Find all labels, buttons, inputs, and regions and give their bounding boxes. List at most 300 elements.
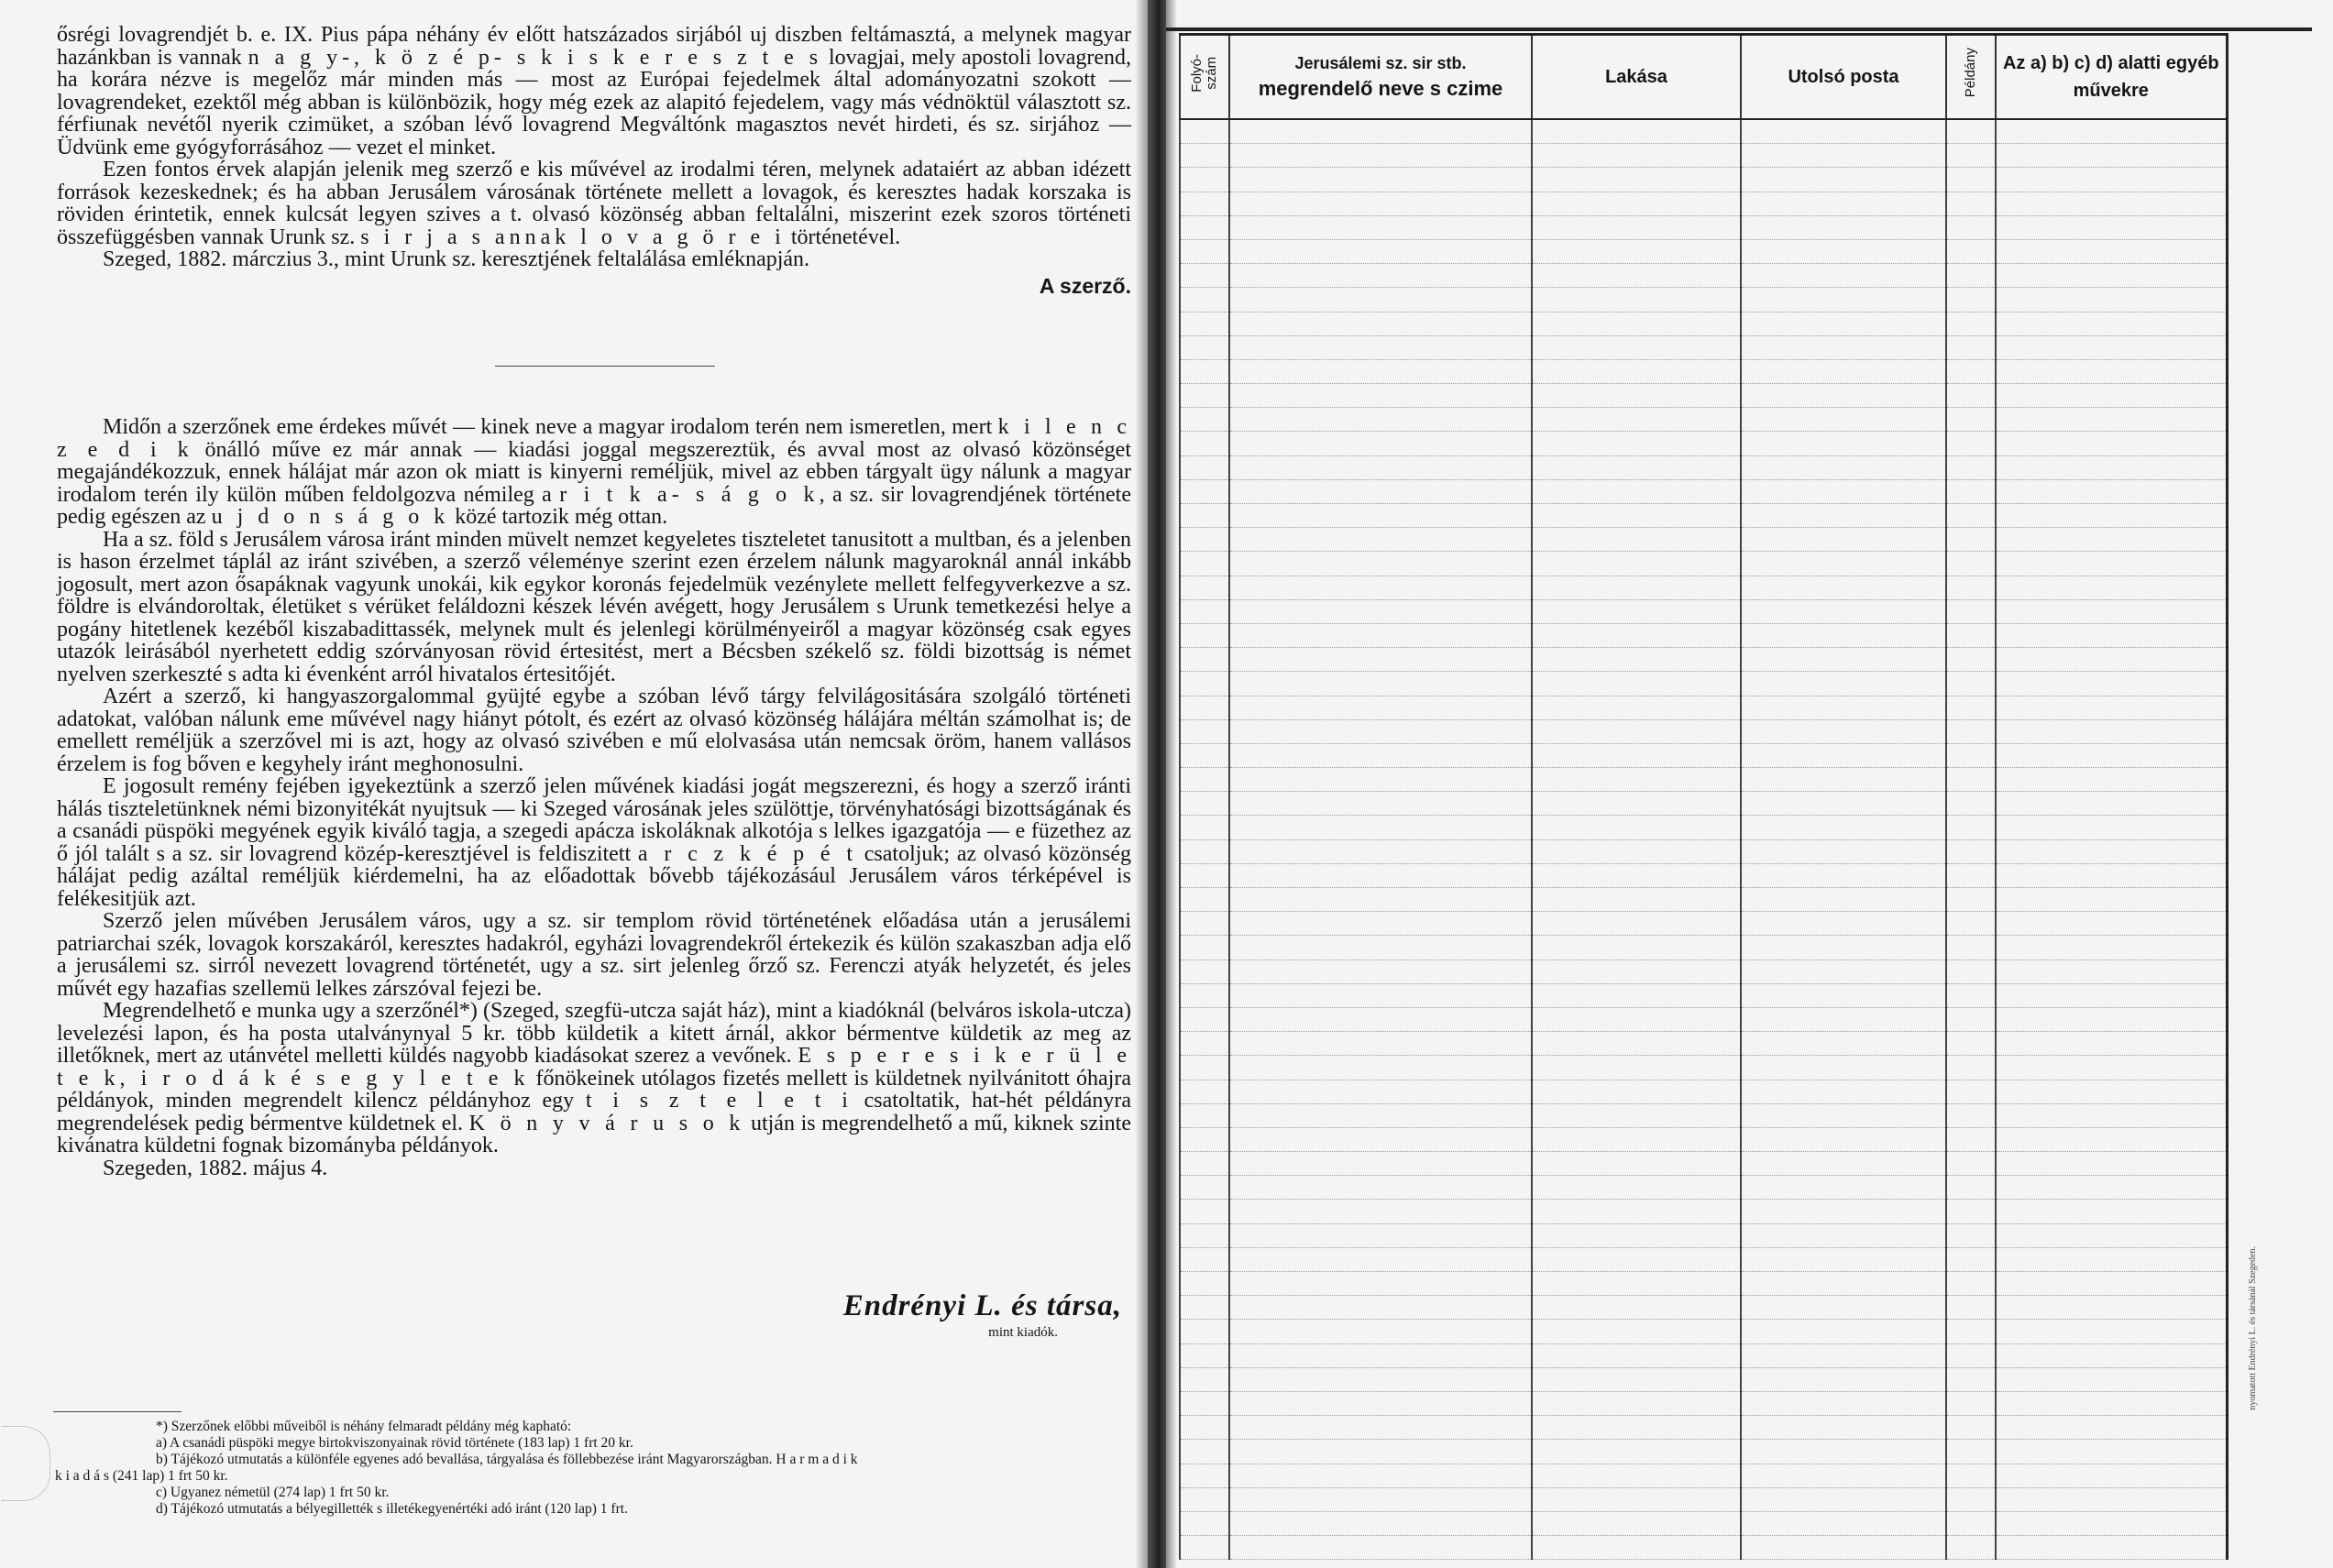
form-cell[interactable] bbox=[1741, 1080, 1946, 1103]
form-cell[interactable] bbox=[1180, 1391, 1229, 1415]
form-cell[interactable] bbox=[1946, 768, 1996, 792]
form-cell[interactable] bbox=[1229, 1056, 1532, 1080]
form-cell[interactable] bbox=[1996, 1200, 2227, 1223]
form-cell[interactable] bbox=[1180, 455, 1229, 479]
form-cell[interactable] bbox=[1741, 1487, 1946, 1511]
form-cell[interactable] bbox=[1180, 623, 1229, 647]
form-cell[interactable] bbox=[1741, 479, 1946, 503]
form-cell[interactable] bbox=[1741, 719, 1946, 743]
form-cell[interactable] bbox=[1180, 1440, 1229, 1464]
form-cell[interactable] bbox=[1996, 983, 2227, 1007]
form-cell[interactable] bbox=[1741, 1200, 1946, 1223]
form-cell[interactable] bbox=[1741, 743, 1946, 767]
form-cell[interactable] bbox=[1946, 144, 1996, 168]
form-cell[interactable] bbox=[1180, 1032, 1229, 1056]
form-cell[interactable] bbox=[1946, 1152, 1996, 1176]
form-cell[interactable] bbox=[1946, 432, 1996, 455]
form-cell[interactable] bbox=[1946, 1367, 1996, 1391]
form-cell[interactable] bbox=[1229, 1200, 1532, 1223]
form-cell[interactable] bbox=[1946, 192, 1996, 215]
form-cell[interactable] bbox=[1180, 863, 1229, 887]
form-cell[interactable] bbox=[1996, 1464, 2227, 1487]
form-cell[interactable] bbox=[1741, 504, 1946, 528]
form-cell[interactable] bbox=[1996, 599, 2227, 623]
form-cell[interactable] bbox=[1996, 623, 2227, 647]
form-cell[interactable] bbox=[1229, 239, 1532, 263]
form-cell[interactable] bbox=[1946, 1247, 1996, 1271]
form-cell[interactable] bbox=[1946, 1440, 1996, 1464]
form-cell[interactable] bbox=[1996, 1127, 2227, 1151]
form-cell[interactable] bbox=[1180, 144, 1229, 168]
form-cell[interactable] bbox=[1180, 888, 1229, 912]
form-cell[interactable] bbox=[1180, 552, 1229, 576]
form-cell[interactable] bbox=[1741, 1127, 1946, 1151]
form-cell[interactable] bbox=[1741, 983, 1946, 1007]
form-cell[interactable] bbox=[1229, 1367, 1532, 1391]
form-cell[interactable] bbox=[1741, 1223, 1946, 1247]
form-cell[interactable] bbox=[1996, 1416, 2227, 1440]
form-cell[interactable] bbox=[1180, 1007, 1229, 1031]
form-cell[interactable] bbox=[1946, 863, 1996, 887]
form-cell[interactable] bbox=[1229, 1536, 1532, 1560]
form-cell[interactable] bbox=[1946, 672, 1996, 696]
form-cell[interactable] bbox=[1532, 1007, 1741, 1031]
form-cell[interactable] bbox=[1996, 768, 2227, 792]
form-cell[interactable] bbox=[1946, 1296, 1996, 1320]
form-cell[interactable] bbox=[1741, 672, 1946, 696]
form-cell[interactable] bbox=[1946, 576, 1996, 599]
form-cell[interactable] bbox=[1996, 168, 2227, 192]
form-cell[interactable] bbox=[1180, 384, 1229, 408]
form-cell[interactable] bbox=[1532, 552, 1741, 576]
form-cell[interactable] bbox=[1741, 576, 1946, 599]
form-cell[interactable] bbox=[1180, 1056, 1229, 1080]
form-cell[interactable] bbox=[1180, 1223, 1229, 1247]
form-cell[interactable] bbox=[1532, 479, 1741, 503]
form-cell[interactable] bbox=[1532, 1247, 1741, 1271]
form-cell[interactable] bbox=[1229, 599, 1532, 623]
form-cell[interactable] bbox=[1741, 1103, 1946, 1127]
form-cell[interactable] bbox=[1180, 1103, 1229, 1127]
form-cell[interactable] bbox=[1229, 983, 1532, 1007]
form-cell[interactable] bbox=[1946, 1103, 1996, 1127]
form-cell[interactable] bbox=[1996, 215, 2227, 239]
form-cell[interactable] bbox=[1741, 792, 1946, 816]
form-cell[interactable] bbox=[1180, 1176, 1229, 1200]
form-cell[interactable] bbox=[1180, 1152, 1229, 1176]
form-cell[interactable] bbox=[1180, 335, 1229, 359]
form-cell[interactable] bbox=[1532, 1536, 1741, 1560]
form-cell[interactable] bbox=[1532, 768, 1741, 792]
form-cell[interactable] bbox=[1946, 623, 1996, 647]
form-cell[interactable] bbox=[1741, 359, 1946, 383]
form-cell[interactable] bbox=[1996, 1511, 2227, 1535]
form-cell[interactable] bbox=[1532, 1056, 1741, 1080]
form-cell[interactable] bbox=[1741, 1511, 1946, 1535]
form-cell[interactable] bbox=[1996, 1223, 2227, 1247]
form-cell[interactable] bbox=[1946, 816, 1996, 839]
form-cell[interactable] bbox=[1741, 839, 1946, 863]
form-cell[interactable] bbox=[1229, 816, 1532, 839]
form-cell[interactable] bbox=[1946, 936, 1996, 959]
form-cell[interactable] bbox=[1996, 1296, 2227, 1320]
form-cell[interactable] bbox=[1741, 1272, 1946, 1296]
form-cell[interactable] bbox=[1946, 959, 1996, 983]
form-cell[interactable] bbox=[1741, 1007, 1946, 1031]
form-cell[interactable] bbox=[1996, 816, 2227, 839]
form-cell[interactable] bbox=[1229, 1416, 1532, 1440]
form-cell[interactable] bbox=[1996, 672, 2227, 696]
form-cell[interactable] bbox=[1946, 288, 1996, 312]
form-cell[interactable] bbox=[1532, 1464, 1741, 1487]
form-cell[interactable] bbox=[1532, 743, 1741, 767]
form-cell[interactable] bbox=[1741, 144, 1946, 168]
form-cell[interactable] bbox=[1532, 408, 1741, 432]
form-cell[interactable] bbox=[1741, 1464, 1946, 1487]
form-cell[interactable] bbox=[1741, 1536, 1946, 1560]
form-cell[interactable] bbox=[1996, 1343, 2227, 1367]
form-cell[interactable] bbox=[1741, 648, 1946, 672]
form-cell[interactable] bbox=[1229, 144, 1532, 168]
form-cell[interactable] bbox=[1229, 743, 1532, 767]
form-cell[interactable] bbox=[1946, 1272, 1996, 1296]
form-cell[interactable] bbox=[1996, 1367, 2227, 1391]
form-cell[interactable] bbox=[1180, 239, 1229, 263]
form-cell[interactable] bbox=[1996, 743, 2227, 767]
form-cell[interactable] bbox=[1229, 455, 1532, 479]
form-cell[interactable] bbox=[1229, 1223, 1532, 1247]
form-cell[interactable] bbox=[1741, 959, 1946, 983]
form-cell[interactable] bbox=[1532, 432, 1741, 455]
form-cell[interactable] bbox=[1180, 1487, 1229, 1511]
form-cell[interactable] bbox=[1946, 455, 1996, 479]
form-cell[interactable] bbox=[1229, 792, 1532, 816]
form-cell[interactable] bbox=[1229, 912, 1532, 936]
form-cell[interactable] bbox=[1741, 192, 1946, 215]
form-cell[interactable] bbox=[1180, 672, 1229, 696]
form-cell[interactable] bbox=[1532, 1487, 1741, 1511]
form-cell[interactable] bbox=[1946, 1320, 1996, 1343]
form-cell[interactable] bbox=[1946, 1391, 1996, 1415]
form-cell[interactable] bbox=[1996, 239, 2227, 263]
form-cell[interactable] bbox=[1741, 936, 1946, 959]
form-cell[interactable] bbox=[1180, 912, 1229, 936]
form-cell[interactable] bbox=[1180, 792, 1229, 816]
form-cell[interactable] bbox=[1996, 1487, 2227, 1511]
form-cell[interactable] bbox=[1996, 912, 2227, 936]
form-cell[interactable] bbox=[1946, 264, 1996, 288]
form-cell[interactable] bbox=[1996, 1440, 2227, 1464]
form-cell[interactable] bbox=[1946, 696, 1996, 719]
form-cell[interactable] bbox=[1946, 504, 1996, 528]
form-cell[interactable] bbox=[1996, 455, 2227, 479]
form-cell[interactable] bbox=[1532, 1343, 1741, 1367]
form-cell[interactable] bbox=[1180, 479, 1229, 503]
form-cell[interactable] bbox=[1229, 119, 1532, 144]
form-cell[interactable] bbox=[1532, 1320, 1741, 1343]
form-cell[interactable] bbox=[1229, 1464, 1532, 1487]
form-cell[interactable] bbox=[1532, 912, 1741, 936]
form-cell[interactable] bbox=[1946, 1464, 1996, 1487]
form-cell[interactable] bbox=[1180, 192, 1229, 215]
form-cell[interactable] bbox=[1532, 1127, 1741, 1151]
form-cell[interactable] bbox=[1996, 936, 2227, 959]
form-cell[interactable] bbox=[1996, 792, 2227, 816]
form-cell[interactable] bbox=[1946, 408, 1996, 432]
form-cell[interactable] bbox=[1946, 1200, 1996, 1223]
form-cell[interactable] bbox=[1532, 1103, 1741, 1127]
form-cell[interactable] bbox=[1996, 1536, 2227, 1560]
form-cell[interactable] bbox=[1229, 1440, 1532, 1464]
form-cell[interactable] bbox=[1996, 144, 2227, 168]
form-cell[interactable] bbox=[1229, 1152, 1532, 1176]
form-cell[interactable] bbox=[1946, 479, 1996, 503]
form-cell[interactable] bbox=[1996, 288, 2227, 312]
form-cell[interactable] bbox=[1532, 1032, 1741, 1056]
form-cell[interactable] bbox=[1741, 288, 1946, 312]
form-cell[interactable] bbox=[1946, 239, 1996, 263]
form-cell[interactable] bbox=[1532, 648, 1741, 672]
form-cell[interactable] bbox=[1229, 719, 1532, 743]
form-cell[interactable] bbox=[1180, 768, 1229, 792]
form-cell[interactable] bbox=[1180, 959, 1229, 983]
form-cell[interactable] bbox=[1532, 1296, 1741, 1320]
form-cell[interactable] bbox=[1741, 1152, 1946, 1176]
form-cell[interactable] bbox=[1741, 215, 1946, 239]
form-cell[interactable] bbox=[1996, 312, 2227, 335]
form-cell[interactable] bbox=[1532, 215, 1741, 239]
form-cell[interactable] bbox=[1229, 168, 1532, 192]
form-cell[interactable] bbox=[1532, 359, 1741, 383]
form-cell[interactable] bbox=[1532, 672, 1741, 696]
form-cell[interactable] bbox=[1532, 576, 1741, 599]
form-cell[interactable] bbox=[1532, 1367, 1741, 1391]
form-cell[interactable] bbox=[1996, 552, 2227, 576]
form-cell[interactable] bbox=[1532, 1272, 1741, 1296]
form-cell[interactable] bbox=[1946, 528, 1996, 552]
form-cell[interactable] bbox=[1229, 1247, 1532, 1271]
form-cell[interactable] bbox=[1229, 192, 1532, 215]
form-cell[interactable] bbox=[1229, 288, 1532, 312]
form-cell[interactable] bbox=[1532, 1440, 1741, 1464]
form-cell[interactable] bbox=[1229, 576, 1532, 599]
form-cell[interactable] bbox=[1180, 1200, 1229, 1223]
form-cell[interactable] bbox=[1180, 1511, 1229, 1535]
form-cell[interactable] bbox=[1229, 768, 1532, 792]
form-cell[interactable] bbox=[1229, 264, 1532, 288]
form-cell[interactable] bbox=[1741, 912, 1946, 936]
form-cell[interactable] bbox=[1946, 1536, 1996, 1560]
form-cell[interactable] bbox=[1532, 504, 1741, 528]
form-cell[interactable] bbox=[1996, 479, 2227, 503]
form-cell[interactable] bbox=[1180, 1127, 1229, 1151]
form-cell[interactable] bbox=[1532, 264, 1741, 288]
form-cell[interactable] bbox=[1180, 504, 1229, 528]
form-cell[interactable] bbox=[1180, 288, 1229, 312]
form-cell[interactable] bbox=[1180, 1536, 1229, 1560]
form-cell[interactable] bbox=[1532, 863, 1741, 887]
form-cell[interactable] bbox=[1946, 215, 1996, 239]
form-cell[interactable] bbox=[1180, 936, 1229, 959]
form-cell[interactable] bbox=[1229, 696, 1532, 719]
form-cell[interactable] bbox=[1229, 1007, 1532, 1031]
form-cell[interactable] bbox=[1946, 719, 1996, 743]
form-cell[interactable] bbox=[1229, 1176, 1532, 1200]
form-cell[interactable] bbox=[1996, 696, 2227, 719]
form-cell[interactable] bbox=[1532, 288, 1741, 312]
form-cell[interactable] bbox=[1996, 1007, 2227, 1031]
form-cell[interactable] bbox=[1180, 408, 1229, 432]
form-cell[interactable] bbox=[1532, 1391, 1741, 1415]
form-cell[interactable] bbox=[1532, 959, 1741, 983]
form-cell[interactable] bbox=[1946, 912, 1996, 936]
form-cell[interactable] bbox=[1946, 168, 1996, 192]
form-cell[interactable] bbox=[1532, 1176, 1741, 1200]
form-cell[interactable] bbox=[1741, 696, 1946, 719]
form-cell[interactable] bbox=[1229, 1032, 1532, 1056]
form-cell[interactable] bbox=[1229, 384, 1532, 408]
form-cell[interactable] bbox=[1996, 1176, 2227, 1200]
form-cell[interactable] bbox=[1180, 1080, 1229, 1103]
form-cell[interactable] bbox=[1180, 168, 1229, 192]
form-cell[interactable] bbox=[1532, 1200, 1741, 1223]
form-cell[interactable] bbox=[1180, 1247, 1229, 1271]
form-cell[interactable] bbox=[1741, 863, 1946, 887]
form-cell[interactable] bbox=[1996, 119, 2227, 144]
form-cell[interactable] bbox=[1229, 479, 1532, 503]
form-cell[interactable] bbox=[1741, 816, 1946, 839]
form-cell[interactable] bbox=[1180, 1464, 1229, 1487]
form-cell[interactable] bbox=[1532, 1511, 1741, 1535]
form-cell[interactable] bbox=[1229, 1127, 1532, 1151]
form-cell[interactable] bbox=[1996, 863, 2227, 887]
form-cell[interactable] bbox=[1532, 696, 1741, 719]
form-cell[interactable] bbox=[1741, 1391, 1946, 1415]
form-cell[interactable] bbox=[1996, 504, 2227, 528]
form-cell[interactable] bbox=[1532, 792, 1741, 816]
form-cell[interactable] bbox=[1229, 335, 1532, 359]
form-cell[interactable] bbox=[1532, 1080, 1741, 1103]
form-cell[interactable] bbox=[1532, 168, 1741, 192]
form-cell[interactable] bbox=[1532, 1416, 1741, 1440]
form-cell[interactable] bbox=[1229, 1391, 1532, 1415]
form-cell[interactable] bbox=[1741, 552, 1946, 576]
form-cell[interactable] bbox=[1180, 983, 1229, 1007]
form-cell[interactable] bbox=[1946, 983, 1996, 1007]
form-cell[interactable] bbox=[1741, 168, 1946, 192]
form-cell[interactable] bbox=[1180, 1296, 1229, 1320]
form-cell[interactable] bbox=[1741, 1296, 1946, 1320]
form-cell[interactable] bbox=[1229, 672, 1532, 696]
form-cell[interactable] bbox=[1996, 1247, 2227, 1271]
form-cell[interactable] bbox=[1229, 312, 1532, 335]
form-cell[interactable] bbox=[1996, 335, 2227, 359]
form-cell[interactable] bbox=[1180, 648, 1229, 672]
form-cell[interactable] bbox=[1996, 1152, 2227, 1176]
form-cell[interactable] bbox=[1996, 1320, 2227, 1343]
form-cell[interactable] bbox=[1180, 696, 1229, 719]
form-cell[interactable] bbox=[1996, 839, 2227, 863]
form-cell[interactable] bbox=[1946, 312, 1996, 335]
form-cell[interactable] bbox=[1741, 335, 1946, 359]
form-cell[interactable] bbox=[1180, 599, 1229, 623]
form-cell[interactable] bbox=[1180, 528, 1229, 552]
form-cell[interactable] bbox=[1532, 528, 1741, 552]
form-cell[interactable] bbox=[1996, 264, 2227, 288]
form-cell[interactable] bbox=[1996, 1103, 2227, 1127]
form-cell[interactable] bbox=[1946, 552, 1996, 576]
form-cell[interactable] bbox=[1229, 1080, 1532, 1103]
form-cell[interactable] bbox=[1532, 839, 1741, 863]
form-cell[interactable] bbox=[1996, 408, 2227, 432]
form-cell[interactable] bbox=[1741, 1440, 1946, 1464]
form-cell[interactable] bbox=[1946, 743, 1996, 767]
form-cell[interactable] bbox=[1741, 623, 1946, 647]
form-cell[interactable] bbox=[1996, 432, 2227, 455]
form-cell[interactable] bbox=[1946, 384, 1996, 408]
form-cell[interactable] bbox=[1180, 743, 1229, 767]
form-cell[interactable] bbox=[1946, 1416, 1996, 1440]
form-cell[interactable] bbox=[1741, 888, 1946, 912]
form-cell[interactable] bbox=[1946, 1223, 1996, 1247]
form-cell[interactable] bbox=[1741, 528, 1946, 552]
form-cell[interactable] bbox=[1741, 455, 1946, 479]
form-cell[interactable] bbox=[1946, 1056, 1996, 1080]
form-cell[interactable] bbox=[1741, 1247, 1946, 1271]
form-cell[interactable] bbox=[1229, 936, 1532, 959]
form-cell[interactable] bbox=[1996, 648, 2227, 672]
form-cell[interactable] bbox=[1532, 192, 1741, 215]
form-cell[interactable] bbox=[1532, 312, 1741, 335]
form-cell[interactable] bbox=[1532, 936, 1741, 959]
form-cell[interactable] bbox=[1180, 816, 1229, 839]
form-cell[interactable] bbox=[1532, 1223, 1741, 1247]
form-cell[interactable] bbox=[1996, 1272, 2227, 1296]
form-cell[interactable] bbox=[1741, 1320, 1946, 1343]
form-cell[interactable] bbox=[1996, 1391, 2227, 1415]
form-cell[interactable] bbox=[1229, 1320, 1532, 1343]
form-cell[interactable] bbox=[1180, 1320, 1229, 1343]
form-cell[interactable] bbox=[1229, 959, 1532, 983]
form-cell[interactable] bbox=[1180, 264, 1229, 288]
form-cell[interactable] bbox=[1229, 504, 1532, 528]
form-cell[interactable] bbox=[1996, 384, 2227, 408]
form-cell[interactable] bbox=[1741, 264, 1946, 288]
form-cell[interactable] bbox=[1229, 863, 1532, 887]
form-cell[interactable] bbox=[1741, 1343, 1946, 1367]
form-cell[interactable] bbox=[1741, 1367, 1946, 1391]
form-cell[interactable] bbox=[1180, 432, 1229, 455]
form-cell[interactable] bbox=[1180, 359, 1229, 383]
form-cell[interactable] bbox=[1532, 623, 1741, 647]
form-cell[interactable] bbox=[1229, 432, 1532, 455]
form-cell[interactable] bbox=[1996, 359, 2227, 383]
form-cell[interactable] bbox=[1946, 1487, 1996, 1511]
form-cell[interactable] bbox=[1946, 119, 1996, 144]
form-cell[interactable] bbox=[1946, 1007, 1996, 1031]
form-cell[interactable] bbox=[1996, 959, 2227, 983]
form-cell[interactable] bbox=[1532, 119, 1741, 144]
form-cell[interactable] bbox=[1741, 119, 1946, 144]
form-cell[interactable] bbox=[1229, 888, 1532, 912]
form-cell[interactable] bbox=[1946, 1176, 1996, 1200]
form-cell[interactable] bbox=[1229, 528, 1532, 552]
form-cell[interactable] bbox=[1741, 599, 1946, 623]
form-cell[interactable] bbox=[1229, 648, 1532, 672]
form-cell[interactable] bbox=[1946, 888, 1996, 912]
form-cell[interactable] bbox=[1180, 1416, 1229, 1440]
form-cell[interactable] bbox=[1946, 1080, 1996, 1103]
